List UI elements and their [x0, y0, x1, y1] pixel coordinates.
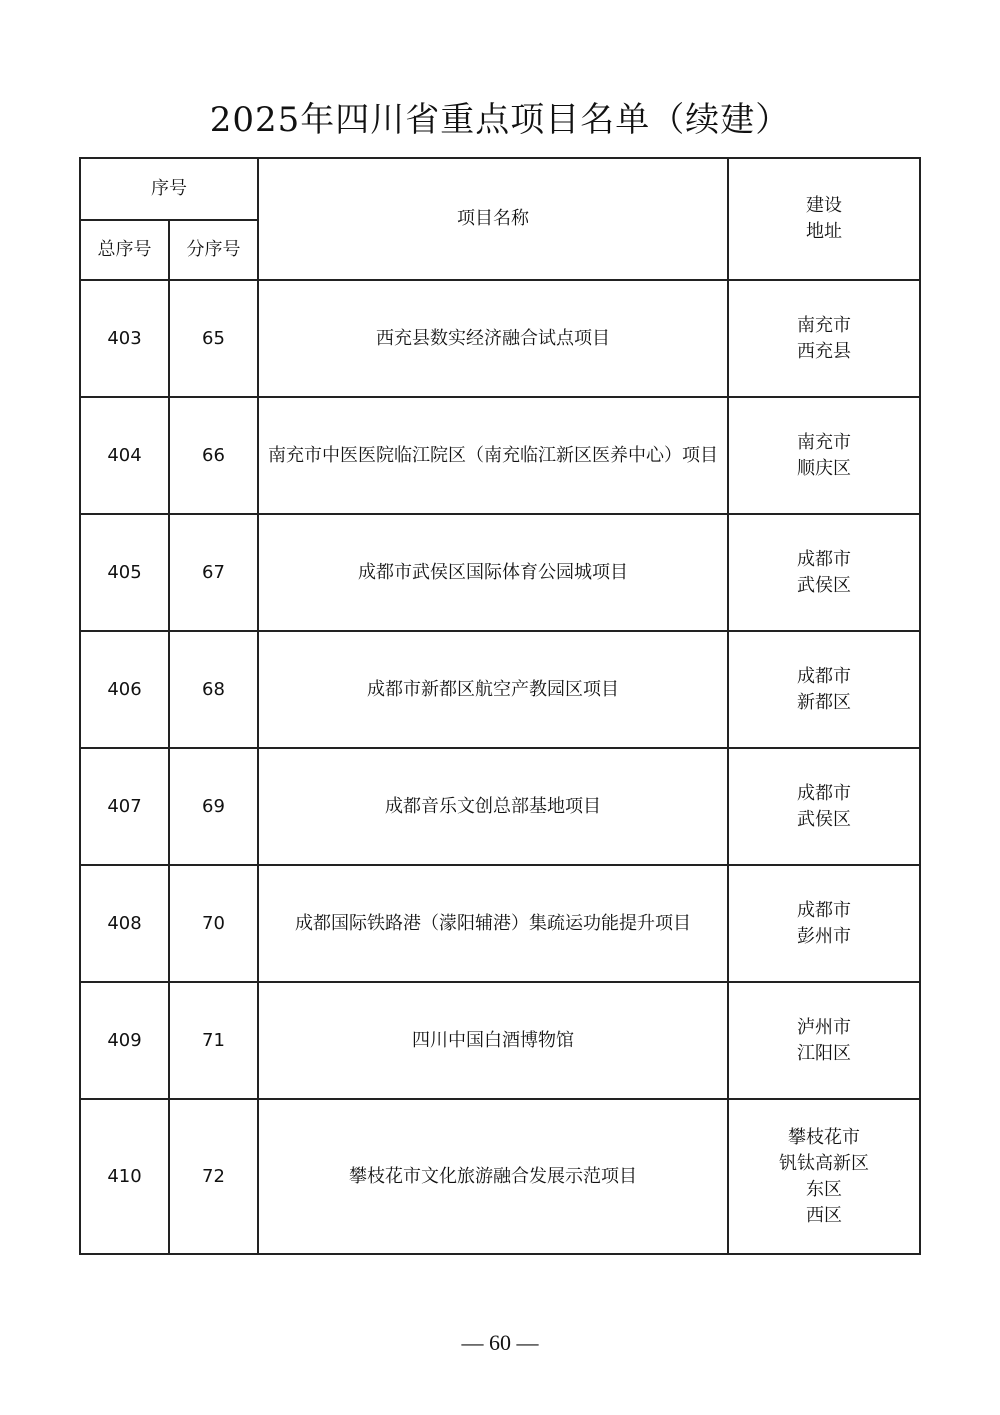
table-row [80, 631, 920, 748]
location-line: 西充县 [797, 340, 851, 362]
cell-sub-seq: 72 [169, 1099, 258, 1254]
table-row [80, 514, 920, 631]
cell-sub-seq: 67 [169, 514, 258, 631]
cell-project-name: 西充县数实经济融合试点项目 [258, 280, 728, 397]
table-row [80, 280, 920, 397]
cell-total-seq: 406 [80, 631, 169, 748]
cell-location [728, 631, 920, 748]
cell-location [728, 280, 920, 397]
project-table [79, 157, 921, 1255]
header-sub-seq: 分序号 [169, 220, 258, 280]
table-header [80, 158, 920, 280]
cell-project-name: 成都国际铁路港（濛阳辅港）集疏运功能提升项目 [258, 865, 728, 982]
cell-project-name: 四川中国白酒博物馆 [258, 982, 728, 1099]
cell-sub-seq: 66 [169, 397, 258, 514]
location-line: 武侯区 [797, 574, 851, 596]
cell-total-seq: 404 [80, 397, 169, 514]
cell-location [728, 397, 920, 514]
cell-location [728, 865, 920, 982]
cell-location [728, 982, 920, 1099]
cell-sub-seq: 65 [169, 280, 258, 397]
page-number: — 60 — [461, 1330, 539, 1355]
location-line: 彭州市 [797, 925, 851, 947]
cell-total-seq: 405 [80, 514, 169, 631]
cell-project-name: 成都音乐文创总部基地项目 [258, 748, 728, 865]
cell-total-seq: 408 [80, 865, 169, 982]
header-project-name: 项目名称 [258, 158, 728, 280]
location-line: 武侯区 [797, 808, 851, 830]
table-row [80, 397, 920, 514]
location-line: 泸州市 [797, 1016, 851, 1038]
location-line: 南充市 [797, 314, 851, 336]
cell-sub-seq: 70 [169, 865, 258, 982]
location-line: 成都市 [797, 899, 851, 921]
cell-total-seq: 403 [80, 280, 169, 397]
header-location-line-2: 地址 [806, 221, 842, 242]
location-line: 成都市 [797, 782, 851, 804]
cell-project-name: 成都市新都区航空产教园区项目 [258, 631, 728, 748]
cell-sub-seq: 68 [169, 631, 258, 748]
table-row [80, 982, 920, 1099]
location-line: 成都市 [797, 665, 851, 687]
table-row [80, 748, 920, 865]
table-row [80, 1099, 920, 1254]
location-line: 顺庆区 [797, 457, 851, 479]
cell-sub-seq: 69 [169, 748, 258, 865]
cell-project-name: 成都市武侯区国际体育公园城项目 [258, 514, 728, 631]
cell-project-name: 南充市中医医院临江院区（南充临江新区医养中心）项目 [258, 397, 728, 514]
cell-total-seq: 409 [80, 982, 169, 1099]
cell-total-seq: 407 [80, 748, 169, 865]
header-total-seq: 总序号 [80, 220, 169, 280]
location-line: 东区 [806, 1178, 842, 1200]
header-location-line-1: 建设 [806, 195, 842, 216]
table-body [80, 280, 920, 1254]
cell-sub-seq: 71 [169, 982, 258, 1099]
page-title: 2025年四川省重点项目名单（续建） [209, 100, 791, 140]
header-location [728, 158, 920, 280]
location-line: 成都市 [797, 548, 851, 570]
cell-project-name: 攀枝花市文化旅游融合发展示范项目 [258, 1099, 728, 1254]
location-line: 西区 [806, 1204, 842, 1226]
location-line: 江阳区 [797, 1042, 851, 1064]
location-line: 钒钛高新区 [779, 1152, 869, 1174]
location-line: 攀枝花市 [788, 1126, 860, 1148]
cell-location [728, 1099, 920, 1254]
cell-total-seq: 410 [80, 1099, 169, 1254]
location-line: 南充市 [797, 431, 851, 453]
header-seq-group: 序号 [80, 158, 258, 220]
location-line: 新都区 [797, 691, 851, 713]
table-row [80, 865, 920, 982]
cell-location [728, 748, 920, 865]
cell-location [728, 514, 920, 631]
